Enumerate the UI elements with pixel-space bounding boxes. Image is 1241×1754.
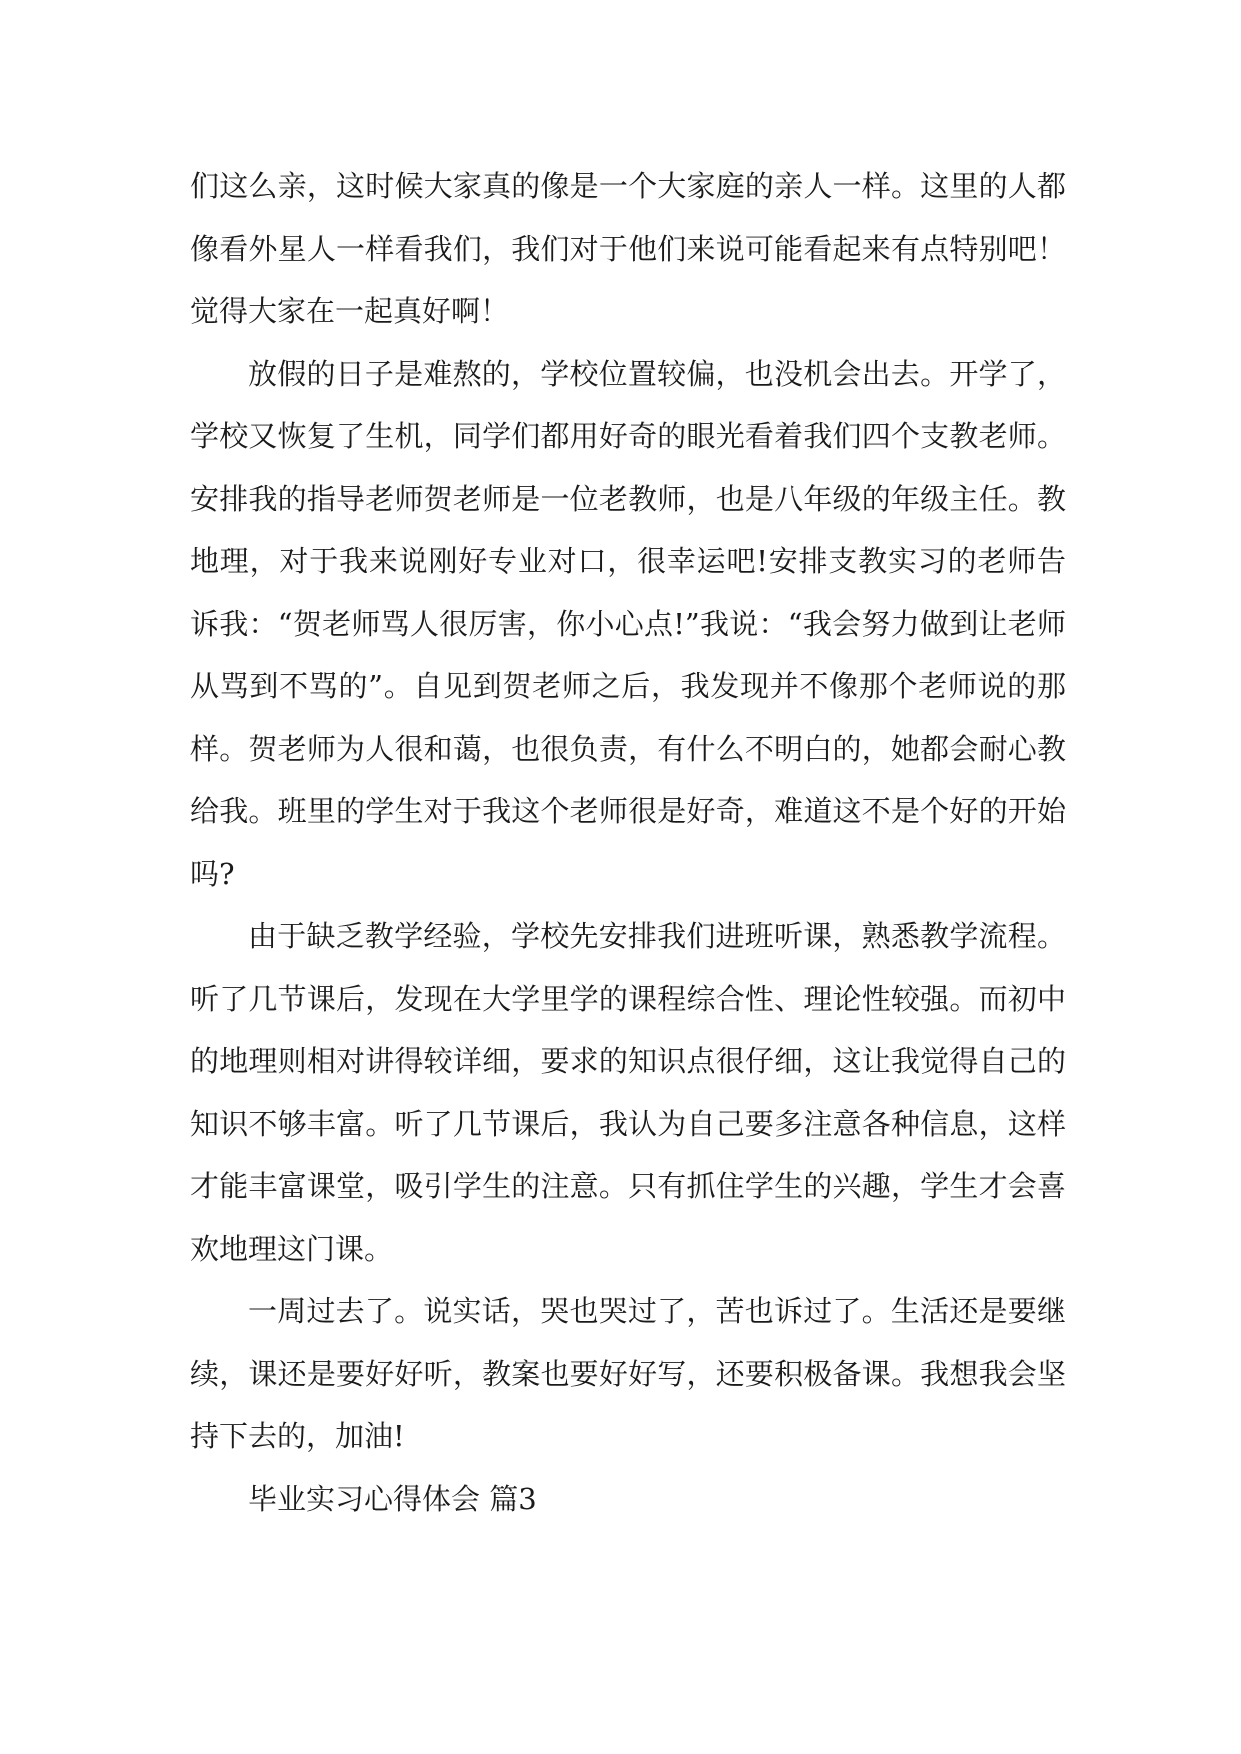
paragraph-continuation: 们这么亲，这时候大家真的像是一个大家庭的亲人一样。这里的人都像看外星人一样看我们，我们对于他们来说可能看起来有点特别吧！觉得大家在一起真好啊！: [190, 169, 1066, 328]
document-body: [190, 155, 1066, 1530]
paragraph-holiday-and-mentor: 放假的日子是难熬的，学校位置较偏，也没机会出去。开学了，学校又恢复了生机，同学们都用好奇的眼光看着我们四个支教老师。安排我的指导老师贺老师是一位老教师，也是八年级的年级主任。教地理，对于我来说刚好专业对口，很幸运吧!安排支教实习的老师告诉我：“贺老师骂人很厉害，你小心点!”我说：“我会努力做到让老师从骂到不骂的”。自见到贺老师之后，我发现并不像那个老师说的那样。贺老师为人很和蔼，也很负责，有什么不明白的，她都会耐心教给我。班里的学生对于我这个老师很是好奇，难道这不是个好的开始吗?: [190, 356, 1066, 891]
paragraph-first-week: 一周过去了。说实话，哭也哭过了，苦也诉过了。生活还是要继续，课还是要好好听，教案也要好好写，还要积极备课。我想我会坚持下去的，加油!: [190, 1294, 1066, 1453]
section-heading: 毕业实习心得体会 篇3: [248, 1481, 537, 1516]
paragraph-lesson-observation: 由于缺乏教学经验，学校先安排我们进班听课，熟悉教学流程。听了几节课后，发现在大学里学的课程综合性、理论性较强。而初中的地理则相对讲得较详细，要求的知识点很仔细，这让我觉得自己的知识不够丰富。听了几节课后，我认为自己要多注意各种信息，这样才能丰富课堂，吸引学生的注意。只有抓住学生的兴趣，学生才会喜欢地理这门课。: [190, 919, 1066, 1266]
